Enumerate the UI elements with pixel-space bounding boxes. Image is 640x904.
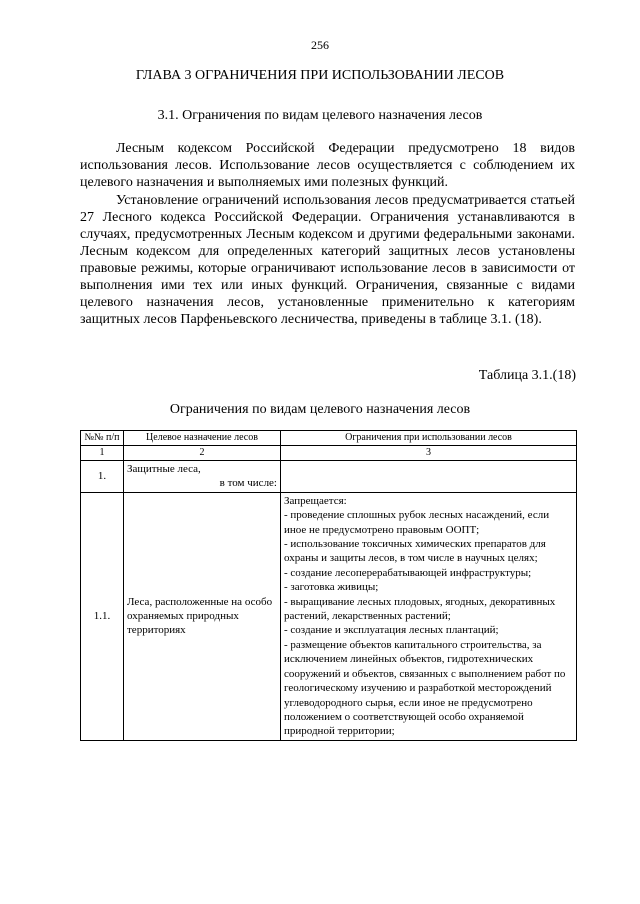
chapter-title: ГЛАВА 3 ОГРАНИЧЕНИЯ ПРИ ИСПОЛЬЗОВАНИИ ЛЕСОВ bbox=[135, 68, 505, 83]
page-number: 256 bbox=[311, 38, 329, 52]
restriction-item: - использование токсичных химических препаратов для охраны и защиты лесов, в том числе в научных целях; bbox=[284, 538, 546, 565]
restriction-item: - размещение объектов капитального строительства, за исключением линейных объектов, гидротехнических сооружений и объектов, связанных с выполнением работ по геологическому изучению и разработкой месторождений углеводородного сырья, если иное не предусмотрено положением о соответствующей особо охраняемой природной территории; bbox=[284, 638, 566, 738]
paragraph-1-text: Лесным кодексом Российской Федерации предусмотрено 18 видов использования лесов. Использование лесов осуществляется с соблюдением их целевого назначения и выполняемых ими полезных функций. bbox=[80, 141, 575, 190]
restriction-item: - проведение сплошных рубок лесных насаждений, если иное не предусмотрено правовым ООПТ; bbox=[284, 509, 550, 536]
restriction-item: - создание лесоперерабатывающей инфраструктуры; bbox=[284, 566, 532, 579]
restrictions-table bbox=[80, 430, 577, 741]
row-restrictions bbox=[281, 492, 577, 740]
row-number: 1.1. bbox=[81, 492, 124, 740]
row-purpose: Леса, расположенные на особо охраняемых природных территориях bbox=[124, 492, 281, 740]
section-title: 3.1. Ограничения по видам целевого назначения лесов bbox=[157, 108, 483, 123]
column-number-1: 1 bbox=[81, 446, 124, 461]
row-restrictions bbox=[281, 461, 577, 493]
header-number: №№ п/п bbox=[81, 431, 124, 446]
row-purpose-line-2: в том числе: bbox=[219, 477, 277, 490]
table-title: Ограничения по видам целевого назначения лесов bbox=[169, 402, 471, 417]
table-row bbox=[81, 461, 577, 493]
table-header-row bbox=[81, 431, 577, 446]
paragraph-2 bbox=[80, 192, 575, 328]
restriction-item: - заготовка живицы; bbox=[284, 581, 379, 594]
restriction-item: - выращивание лесных плодовых, ягодных, декоративных растений, лекарственных растений; bbox=[284, 595, 556, 623]
row-purpose-line-1: Защитные леса, bbox=[127, 463, 201, 475]
row-purpose bbox=[124, 461, 281, 493]
column-number-2: 2 bbox=[124, 446, 281, 461]
table-caption: Таблица 3.1.(18) bbox=[478, 368, 576, 383]
column-number-3: 3 bbox=[281, 446, 577, 461]
table-row bbox=[81, 492, 577, 740]
header-purpose: Целевое назначение лесов bbox=[124, 431, 281, 446]
header-restrictions: Ограничения при использовании лесов bbox=[281, 431, 577, 446]
restriction-item: - создание и эксплуатация лесных плантаций; bbox=[284, 624, 499, 637]
paragraph-1 bbox=[80, 140, 575, 191]
row-number: 1. bbox=[81, 461, 124, 493]
column-number-row bbox=[81, 446, 577, 461]
restriction-item: Запрещается: bbox=[284, 494, 347, 507]
paragraph-2-text: Установление ограничений использования лесов предусматривается статьей 27 Лесного кодекса Российской Федерации. Ограничения устанавливаются в случаях, предусмотренных Лесным кодексом и другими федеральными законами. Лесным кодексом для определенных категорий защитных лесов установлены правовые режимы, которые ограничивают использование лесов в зависимости от выполнения ими тех или иных функций. Ограничения, связанные с видами целевого назначения лесов, установленные применительно к категориям защитных лесов Парфеньевского лесничества, приведены в таблице 3.1. (18). bbox=[80, 193, 575, 327]
